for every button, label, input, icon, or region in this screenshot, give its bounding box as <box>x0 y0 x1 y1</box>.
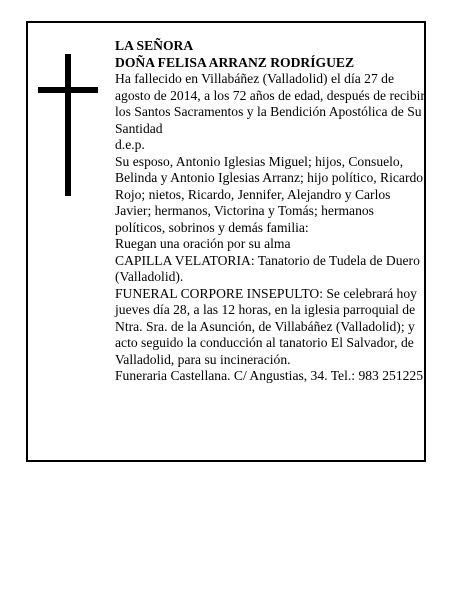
cross-horizontal-bar <box>38 87 98 93</box>
prayer-request: Ruegan una oración por su alma <box>115 236 291 251</box>
wake-chapel: CAPILLA VELATORIA: Tanatorio de Tudela de Duero (Valladolid). <box>115 252 420 284</box>
cross-vertical-bar <box>65 54 71 196</box>
rip-abbreviation: d.e.p. <box>115 137 145 152</box>
funeral-home-contact: Funeraria Castellana. C/ Angustias, 34. Tel.: 983 251225 <box>115 368 424 383</box>
notice-title: LA SEÑORA <box>115 38 194 53</box>
funeral-details: FUNERAL CORPORE INSEPULTO: Se celebrará hoy jueves día 28, a las 12 horas, en la iglesia parroquial de Ntra. Sra. de la Asunción, de Villabáñez (Valladolid); y acto seguido la conducción al tanatorio El Salvador, de Valladolid, para su incineración. <box>115 285 417 367</box>
family-list: Su esposo, Antonio Iglesias Miguel; hijos, Consuelo, Belinda y Antonio Iglesias Arranz; hijo político, Ricardo Rojo; nietos, Ricardo, Jennifer, Alejandro y Carlos Javier; hermanos, Victorina y Tomás; hermanos políticos, sobrinos y demás familia: <box>115 153 424 235</box>
deceased-name: DOÑA FELISA ARRANZ RODRÍGUEZ <box>115 54 355 70</box>
death-announcement: Ha fallecido en Villabáñez (Valladolid) el día 27 de agosto de 2014, a los 72 años de edad, después de recibir los Santos Sacramentos y la Bendición Apostólica de Su Santidad <box>115 71 425 136</box>
cross-icon <box>38 54 98 196</box>
obituary-text <box>115 38 425 385</box>
